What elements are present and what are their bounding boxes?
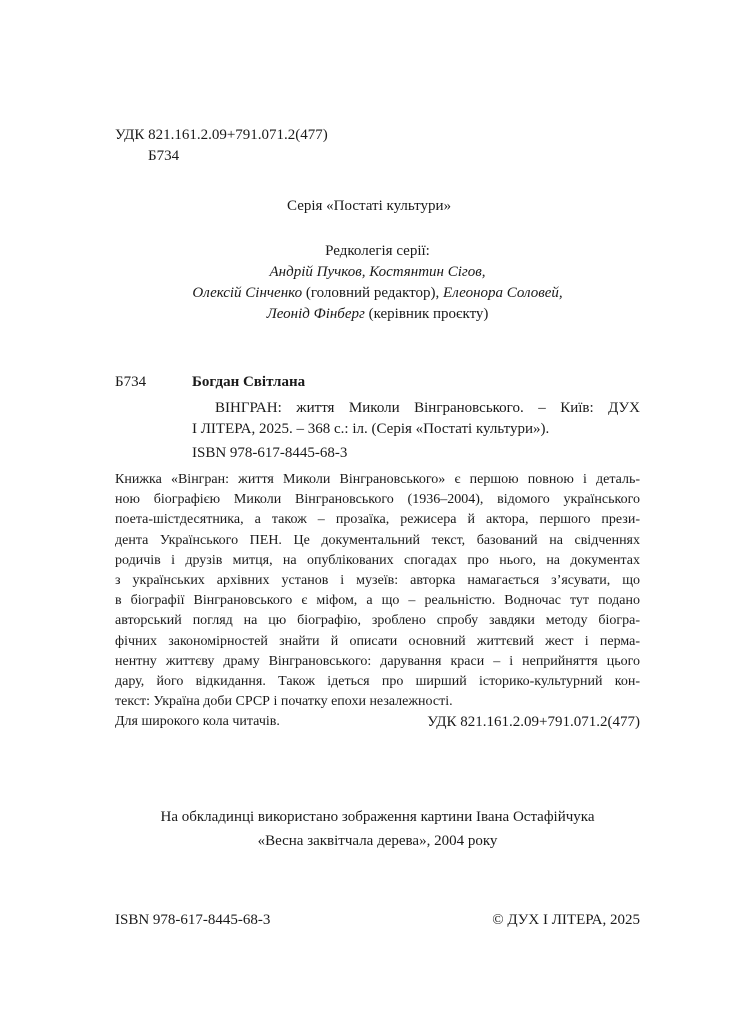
annotation-paragraph — [115, 469, 640, 731]
catalog-isbn: ISBN 978-617-8445-68-3 — [192, 445, 348, 461]
editorial-board-line-1 — [0, 262, 755, 283]
annotation-line: дару, його відкидання. Також ідеться про ширший історико-культурний кон- — [115, 673, 640, 689]
board-role-project-lead: (керівник проєкту) — [364, 306, 489, 322]
cover-note-line-2: «Весна заквітчала дерева», 2004 року — [257, 833, 498, 849]
board-role-chief-editor: (головний редактор), — [302, 285, 444, 301]
catalog-description-line-2: І ЛІТЕРА, 2025. – 368 с.: іл. (Серія «Постаті культури»). — [192, 421, 550, 437]
editorial-board-heading: Редколегія серії: — [325, 243, 430, 259]
catalog-code: Б734 — [115, 374, 147, 390]
annotation-line: ною біографією Миколи Вінграновського (1936–2004), відомого українського — [115, 492, 640, 508]
cover-note-line-1: На обкладинці використано зображення картини Івана Остафійчука — [160, 809, 595, 825]
board-name-finberg: Леонід Фінберг — [266, 306, 365, 322]
editorial-board-line-3 — [0, 304, 755, 325]
board-names-1: Андрій Пучков, Костянтин Сігов, — [269, 264, 486, 280]
annotation-line: поета-шістдесятника, а також – прозаїка, режисера й актора, першого прези- — [115, 512, 640, 528]
footer-isbn: ISBN 978-617-8445-68-3 — [115, 912, 271, 928]
board-name-solovei: Елеонора Соловей, — [443, 285, 563, 301]
annotation-line: дента Українського ПЕН. Це документальний текст, базований на свідченнях — [115, 532, 640, 548]
catalog-author: Богдан Світлана — [192, 374, 306, 390]
catalog-code-header: Б734 — [148, 148, 180, 164]
annotation-line: Книжка «Вінгран: життя Миколи Вінграновського» є першою повною і деталь- — [115, 472, 640, 487]
udk-header: УДК 821.161.2.09+791.071.2(477) — [115, 127, 328, 143]
annotation-line: текст: Україна доби СРСР і початку епохи незалежності. — [115, 694, 453, 710]
annotation-line: авторський погляд на цю біографію, зроблено спробу завдяки методу біогра- — [115, 613, 640, 629]
footer-copyright: © ДУХ І ЛІТЕРА, 2025 — [492, 912, 640, 928]
annotation-line: нентну життєву драму Вінграновського: дарування краси – і неприйняття цього — [115, 653, 640, 669]
board-name-sinchenko: Олексій Сінченко — [192, 285, 303, 301]
annotation-line: фічних закономірностей знайти й описати основний життєвий жест і перма- — [115, 633, 640, 649]
annotation-udk: УДК 821.161.2.09+791.071.2(477) — [427, 714, 640, 730]
annotation-line: родичів і друзів митця, на опублікованих спогадах про нього, на документах — [115, 552, 640, 568]
annotation-line: з українських архівних установ і музеїв: авторка намагається з’ясувати, що — [115, 572, 640, 588]
annotation-line: в біографії Вінграновського є міфом, а що – реальністю. Водночас тут подано — [115, 593, 640, 609]
series-title: Серія «Постаті культури» — [287, 198, 452, 214]
catalog-description-line-1: ВІНГРАН: життя Миколи Вінграновського. – Київ: ДУХ — [215, 400, 640, 416]
annotation-audience: Для широкого кола читачів. — [115, 714, 280, 730]
editorial-board-line-2 — [0, 283, 755, 304]
